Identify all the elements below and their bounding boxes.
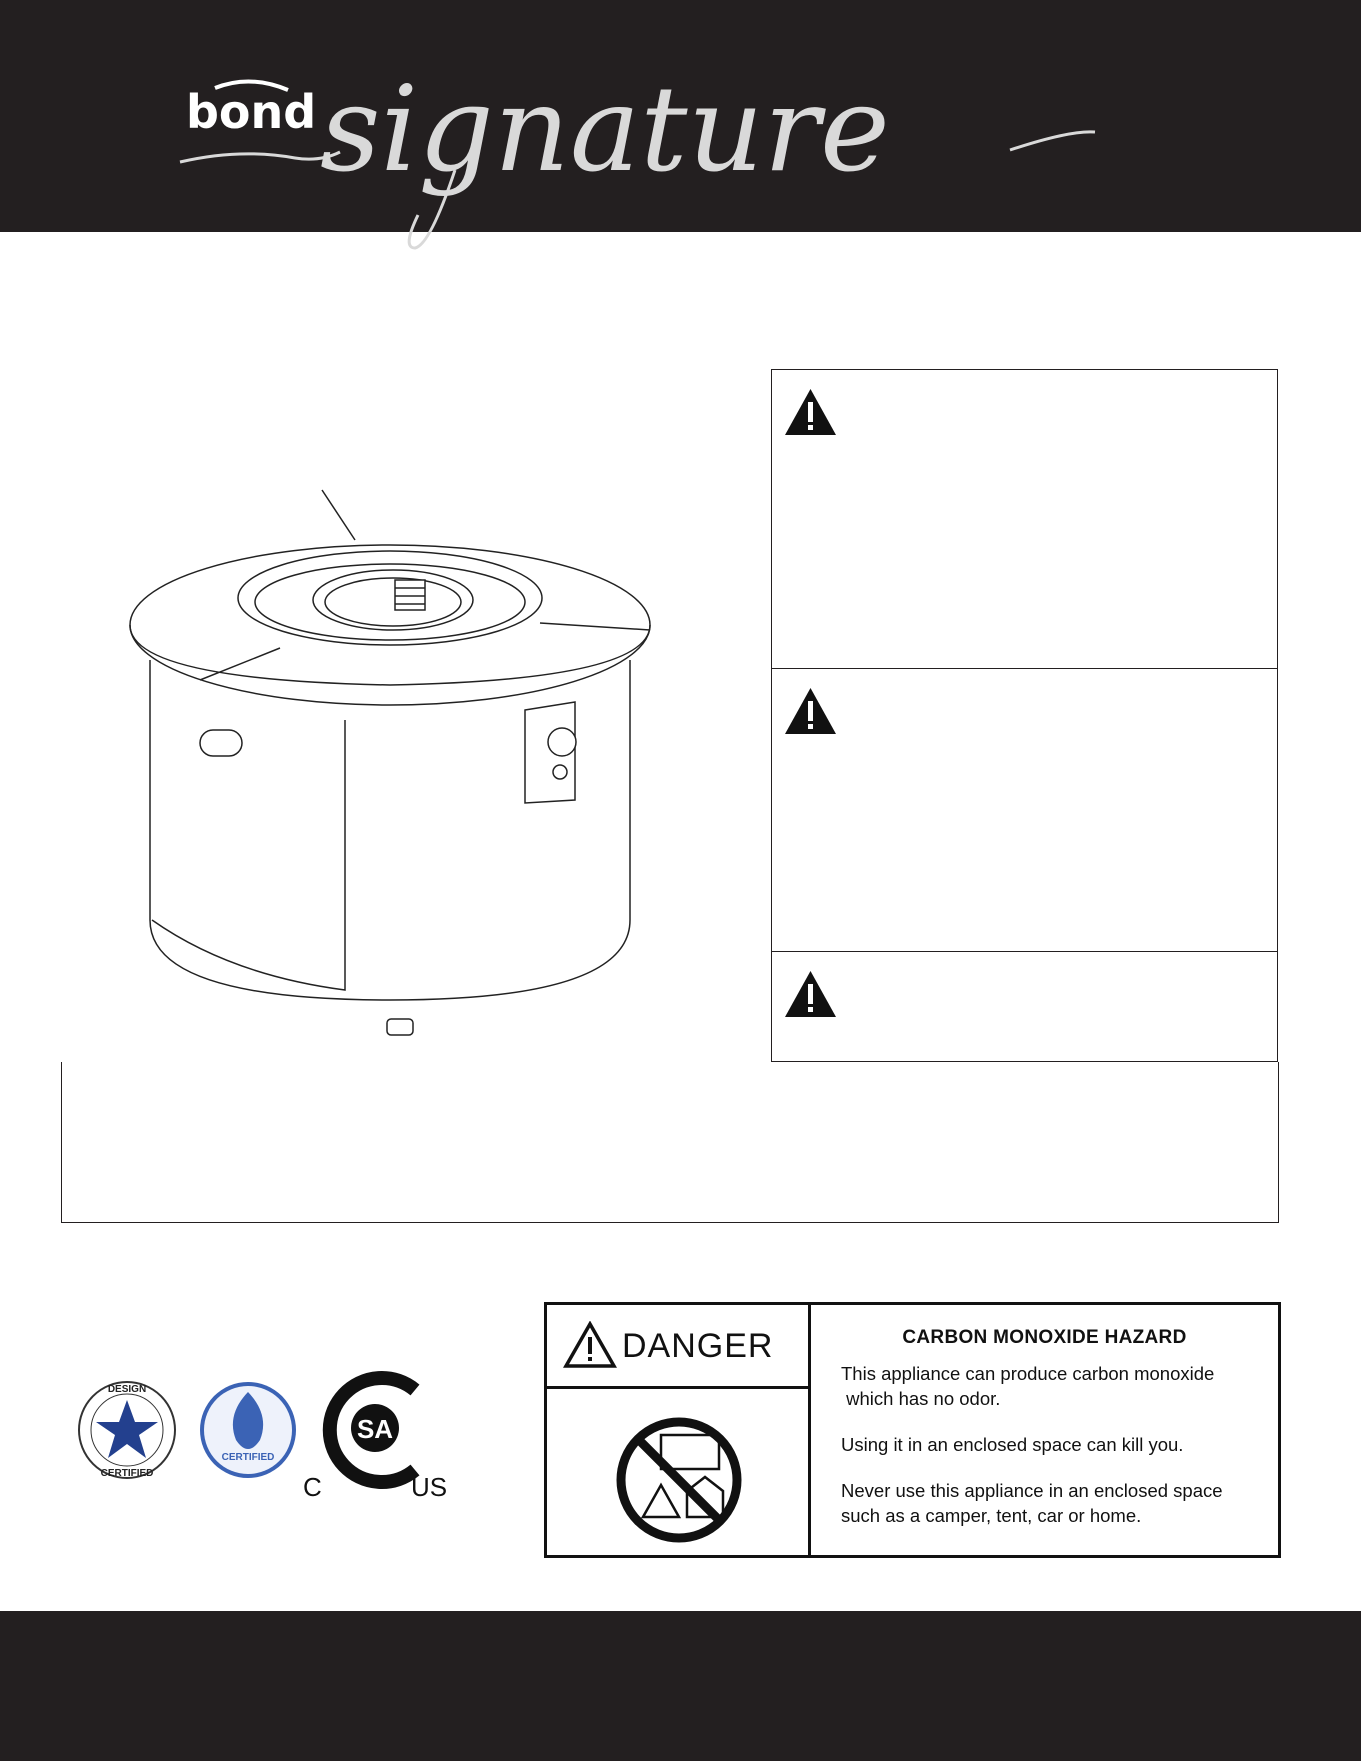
hazard-title: CARBON MONOXIDE HAZARD <box>902 1327 1187 1348</box>
warning-triangle-icon <box>783 387 838 437</box>
csa-blue-flame-logo <box>200 1382 296 1478</box>
danger-header <box>547 1305 808 1389</box>
svg-text:CERTIFIED: CERTIFIED <box>100 1468 154 1479</box>
signature-script: signature <box>320 70 890 198</box>
hazard-line: Never use this appliance in an enclosed space <box>841 1480 1223 1501</box>
warning-panel <box>771 369 1278 1062</box>
no-enclosed-space-icon <box>609 1415 749 1545</box>
certification-logos <box>75 1370 465 1500</box>
notice-box <box>61 1062 1279 1223</box>
fire-pit-illustration <box>110 480 670 1050</box>
footer-band <box>0 1611 1361 1761</box>
bond-wordmark: bond <box>186 85 317 139</box>
danger-signal-word: DANGER <box>622 1327 774 1365</box>
hazard-line: such as a camper, tent, car or home. <box>841 1505 1142 1526</box>
warning-box-3 <box>772 952 1277 1063</box>
hazard-line: Using it in an enclosed space can kill you. <box>841 1434 1184 1455</box>
warning-triangle-icon <box>783 969 838 1019</box>
danger-label <box>544 1302 1281 1558</box>
danger-left-panel <box>547 1305 811 1555</box>
svg-text:US: US <box>411 1472 448 1500</box>
svg-text:C: C <box>303 1472 322 1500</box>
hazard-line: This appliance can produce carbon monoxide <box>841 1363 1215 1384</box>
warning-box-1 <box>772 370 1277 669</box>
warning-triangle-icon <box>563 1321 617 1369</box>
design-certified-logo <box>79 1382 175 1479</box>
danger-text-panel <box>811 1305 1278 1555</box>
svg-text:DESIGN: DESIGN <box>107 1384 147 1395</box>
hazard-line: which has no odor. <box>841 1388 1001 1409</box>
warning-triangle-icon <box>783 686 838 736</box>
svg-text:SA: SA <box>356 1414 394 1444</box>
warning-box-2 <box>772 669 1277 952</box>
bond-signature-logo <box>170 70 1110 260</box>
csa-c-us-logo <box>303 1378 447 1500</box>
svg-text:CERTIFIED: CERTIFIED <box>221 1452 275 1463</box>
